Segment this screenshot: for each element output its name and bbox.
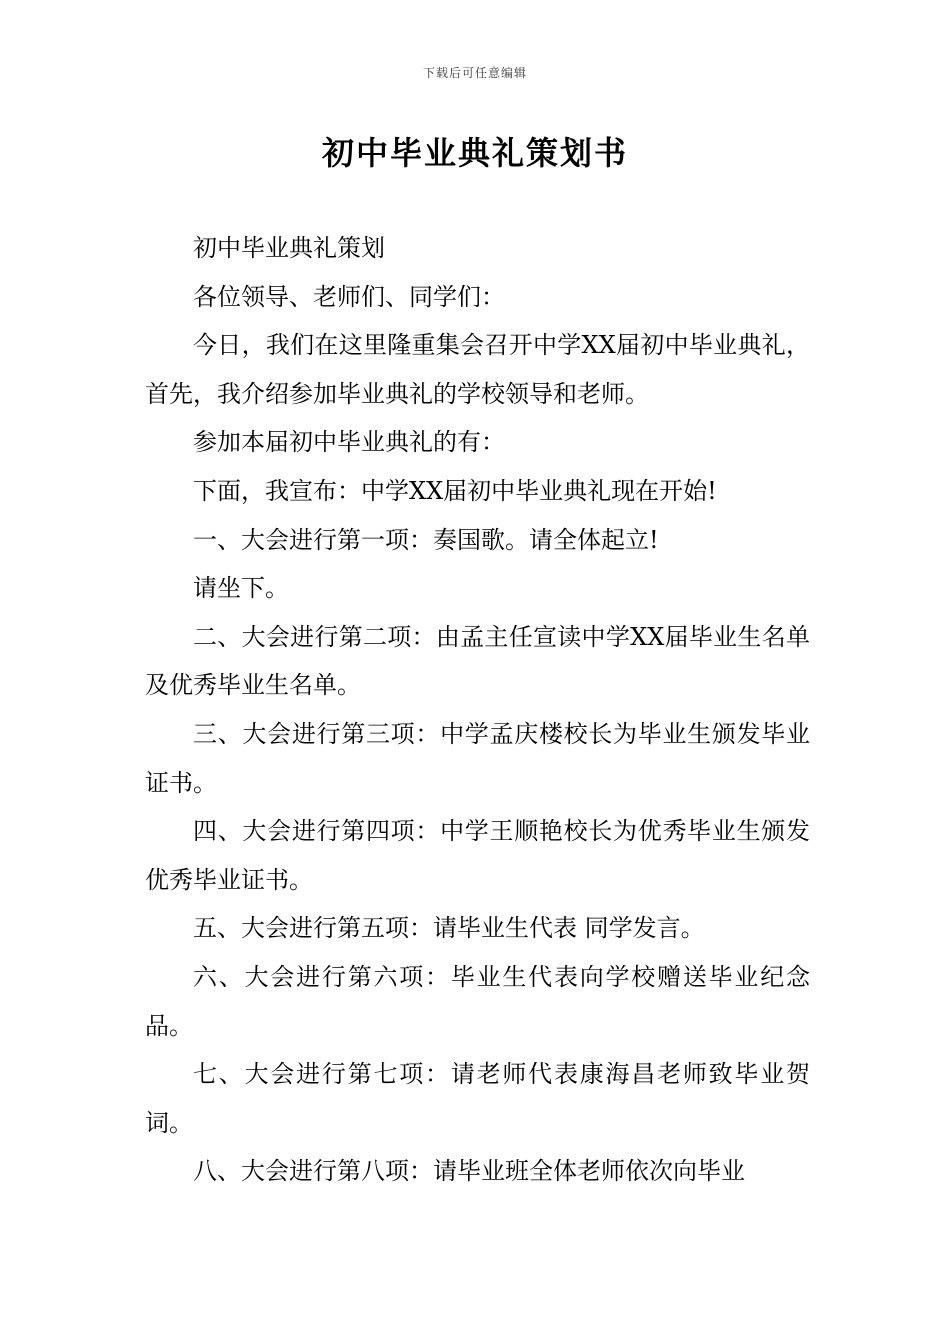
document-title: 初中毕业典礼策划书 (321, 134, 628, 172)
paragraph-item-2: 二、大会进行第二项：由孟主任宣读中学XX届毕业生名单及优秀毕业生名单。 (145, 622, 810, 700)
paragraph-opening: 今日，我们在这里隆重集会召开中学XX届初中毕业典礼，首先，我介绍参加毕业典礼的学校领导和老师。 (145, 331, 810, 408)
paragraph-item-5: 五、大会进行第五项：请毕业生代表 同学发言。 (193, 914, 705, 943)
header-note: 下载后可任意编辑 (422, 66, 527, 80)
paragraph-item-8: 八、大会进行第八项：请毕业班全体老师依次向毕业 (193, 1157, 745, 1186)
paragraph-attendees: 参加本届初中毕业典礼的有： (193, 428, 505, 457)
paragraph-announcement: 下面，我宣布：中学XX届初中毕业典礼现在开始! (193, 476, 717, 505)
document-body (145, 224, 810, 1196)
paragraph-greeting: 各位领导、老师们、同学们： (193, 282, 505, 311)
paragraph-be-seated: 请坐下。 (193, 574, 289, 603)
paragraph-item-1: 一、大会进行第一项：奏国歌。请全体起立! (193, 525, 659, 554)
paragraph-item-6: 六、大会进行第六项：毕业生代表向学校赠送毕业纪念品。 (145, 962, 810, 1040)
paragraph-subtitle: 初中毕业典礼策划 (193, 234, 385, 262)
paragraph-item-7: 七、大会进行第七项：请老师代表康海昌老师致毕业贺词。 (145, 1060, 810, 1137)
paragraph-item-4: 四、大会进行第四项：中学王顺艳校长为优秀毕业生颁发优秀毕业证书。 (145, 817, 810, 894)
paragraph-item-3: 三、大会进行第三项：中学孟庆楼校长为毕业生颁发毕业证书。 (145, 719, 810, 797)
